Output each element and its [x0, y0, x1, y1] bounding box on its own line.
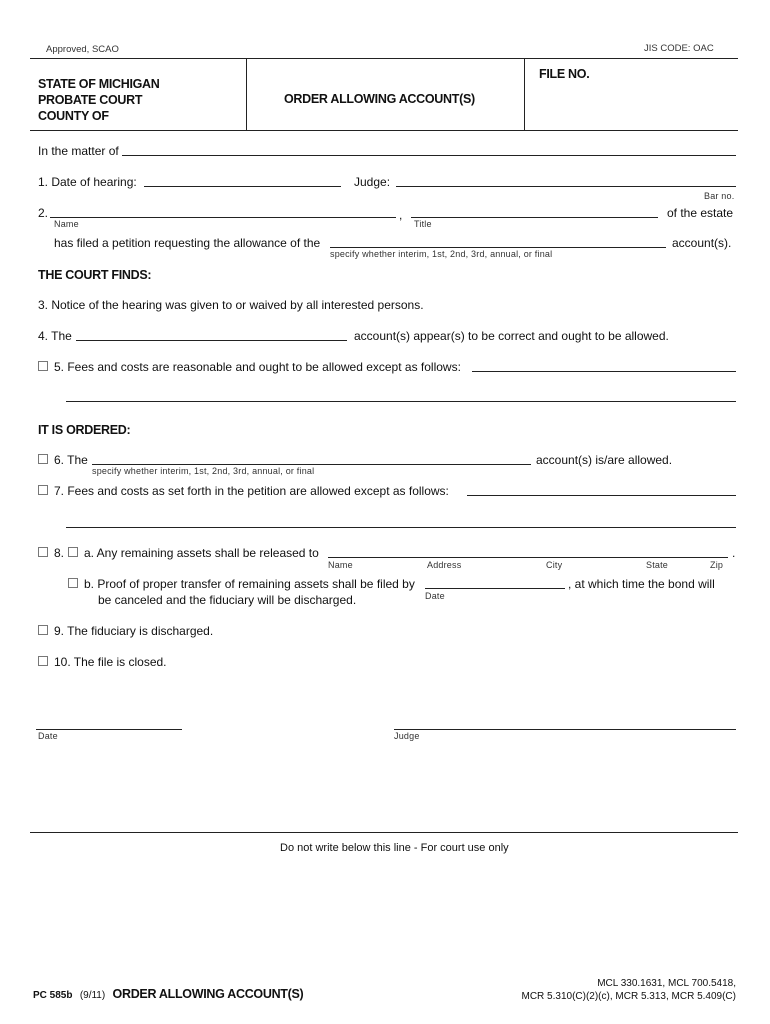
release-city-caption: City [546, 560, 563, 570]
bar-no-caption: Bar no. [704, 191, 735, 201]
item8b-line1: b. Proof of proper transfer of remaining assets shall be filed by [84, 577, 415, 591]
proof-date-caption: Date [425, 591, 445, 601]
item6-caption: specify whether interim, 1st, 2nd, 3rd, annual, or final [92, 466, 315, 476]
citation-line-2: MCR 5.310(C)(2)(c), MCR 5.313, MCR 5.409(C) [521, 991, 736, 1002]
header-top-rule [30, 58, 738, 59]
judge-field[interactable] [396, 186, 736, 187]
citation-line-1: MCL 330.1631, MCL 700.5418, [597, 978, 736, 989]
release-to-field[interactable] [328, 557, 728, 558]
file-no-label: FILE NO. [539, 67, 590, 81]
court-finds-heading: THE COURT FINDS: [38, 268, 152, 282]
court-use-rule [30, 832, 738, 833]
item8-checkbox[interactable] [38, 547, 48, 557]
petition-text: has filed a petition requesting the allowance of the [54, 236, 321, 250]
release-zip-caption: Zip [710, 560, 724, 570]
item8a-checkbox[interactable] [68, 547, 78, 557]
court-line-state: STATE OF MICHIGAN [38, 77, 160, 91]
item8a-text: a. Any remaining assets shall be released to [84, 546, 319, 560]
form-number: PC 585b [33, 990, 73, 1001]
item9-checkbox[interactable] [38, 625, 48, 635]
item4-prefix: 4. The [38, 329, 72, 343]
title-caption: Title [414, 219, 432, 229]
court-line-probate: PROBATE COURT [38, 93, 143, 107]
item7-text: 7. Fees and costs as set forth in the petition are allowed except as follows: [54, 484, 449, 498]
item5-text: 5. Fees and costs are reasonable and ought to be allowed except as follows: [54, 360, 461, 374]
release-address-caption: Address [427, 560, 462, 570]
item5-checkbox[interactable] [38, 361, 48, 371]
petitioner-name-field[interactable] [50, 217, 396, 218]
item7-exceptions-field-2[interactable] [66, 527, 736, 528]
item8-number: 8. [54, 546, 65, 560]
item4-suffix: account(s) appear(s) to be correct and ought to be allowed. [354, 329, 669, 343]
approved-scao: Approved, SCAO [46, 44, 119, 55]
item5-exceptions-field[interactable] [472, 371, 736, 372]
item3-text: 3. Notice of the hearing was given to or waived by all interested persons. [38, 298, 424, 312]
item9-text: 9. The fiduciary is discharged. [54, 624, 214, 638]
item10-checkbox[interactable] [38, 656, 48, 666]
court-line-county: COUNTY OF [38, 109, 109, 123]
item4-account-field[interactable] [76, 340, 347, 341]
footer-citations [500, 977, 736, 1003]
item6-checkbox[interactable] [38, 454, 48, 464]
account-type-field[interactable] [330, 247, 666, 248]
date-of-hearing-field[interactable] [144, 186, 341, 187]
petitioner-title-field[interactable] [411, 217, 658, 218]
signature-date-caption: Date [38, 731, 58, 741]
item7-checkbox[interactable] [38, 485, 48, 495]
date-of-hearing-label: 1. Date of hearing: [38, 175, 137, 189]
court-identification [38, 76, 160, 124]
judge-signature-field[interactable] [394, 729, 736, 730]
item6-suffix: account(s) is/are allowed. [536, 453, 673, 467]
header-divider-left [246, 59, 247, 130]
court-use-notice: Do not write below this line - For court use only [280, 842, 509, 854]
item5-exceptions-field-2[interactable] [66, 401, 736, 402]
header-divider-right [524, 59, 525, 130]
form-revision: (9/11) [79, 990, 106, 1001]
signature-date-field[interactable] [36, 729, 182, 730]
judge-label: Judge: [354, 175, 391, 189]
jis-code: JIS CODE: OAC [644, 43, 714, 54]
footer-form-id [33, 987, 303, 1001]
footer-title: ORDER ALLOWING ACCOUNT(S) [112, 987, 304, 1001]
name-caption: Name [54, 219, 79, 229]
judge-signature-caption: Judge [394, 731, 420, 741]
accounts-suffix: account(s). [672, 236, 732, 250]
matter-label: In the matter of [38, 144, 119, 158]
file-no-field[interactable] [526, 60, 736, 129]
item8b-line2: be canceled and the fiduciary will be discharged. [98, 593, 357, 607]
item8b-suffix: , at which time the bond will [568, 577, 715, 591]
proof-filing-date-field[interactable] [425, 588, 565, 589]
item6-prefix: 6. The [54, 453, 88, 467]
item8a-period: . [732, 546, 736, 560]
item7-exceptions-field[interactable] [467, 495, 736, 496]
form-title: ORDER ALLOWING ACCOUNT(S) [284, 92, 475, 106]
matter-field[interactable] [122, 155, 736, 156]
release-state-caption: State [646, 560, 669, 570]
item10-text: 10. The file is closed. [54, 655, 167, 669]
ordered-heading: IT IS ORDERED: [38, 423, 131, 437]
item2-number: 2. [38, 206, 49, 220]
name-title-comma: , [399, 208, 403, 222]
header-bottom-rule [30, 130, 738, 131]
item8b-checkbox[interactable] [68, 578, 78, 588]
of-the-estate-text: of the estate [667, 206, 734, 220]
release-name-caption: Name [328, 560, 353, 570]
item6-account-field[interactable] [92, 464, 531, 465]
account-type-caption: specify whether interim, 1st, 2nd, 3rd, annual, or final [330, 249, 553, 259]
